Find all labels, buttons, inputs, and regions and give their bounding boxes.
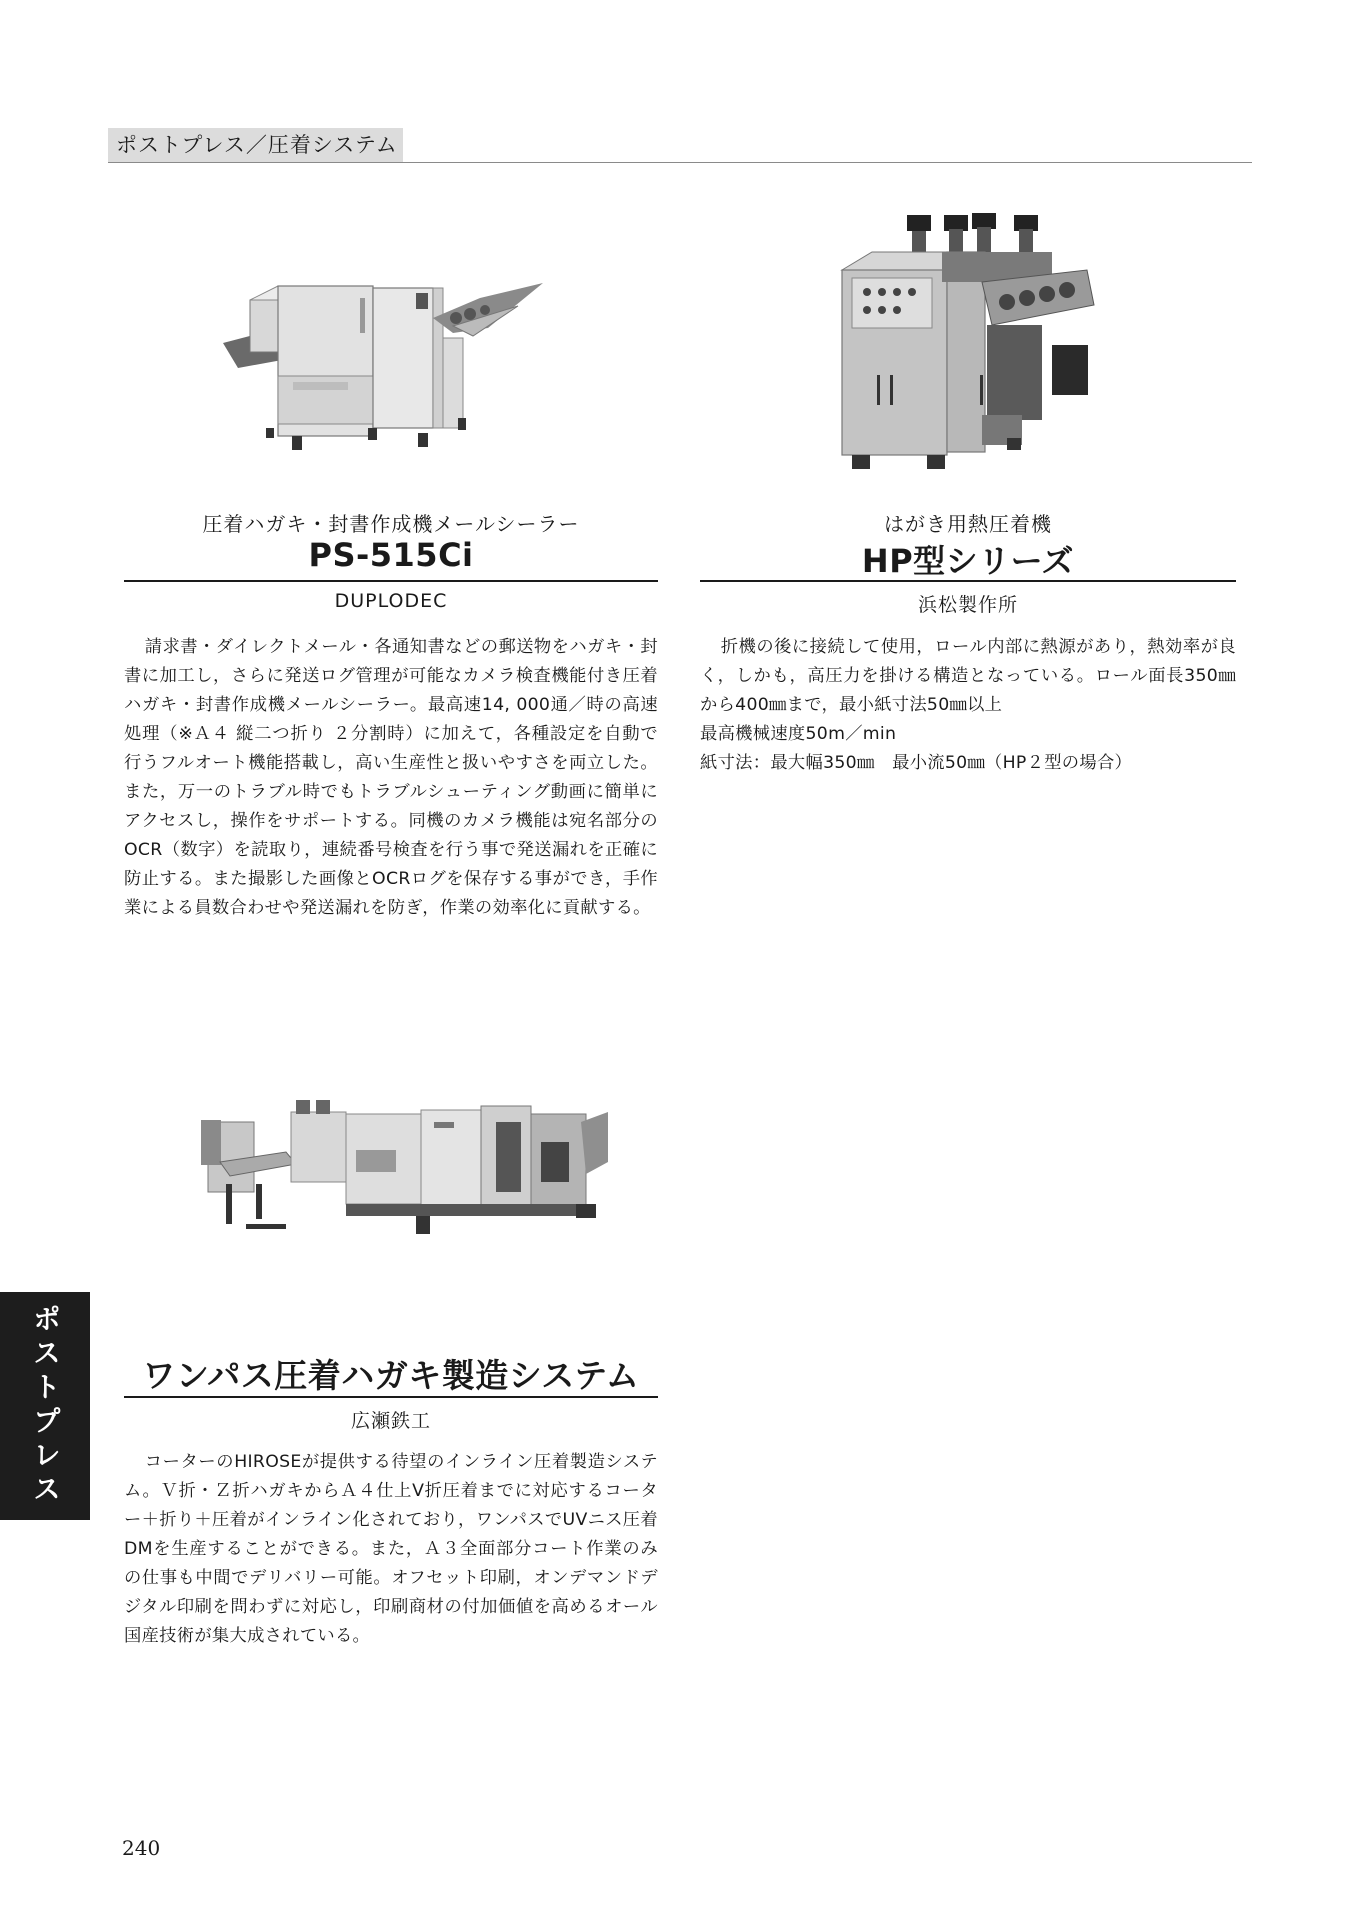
section-header [108,128,1252,163]
spec-line: 紙寸法：最大幅350㎜ 最小流50㎜（HP２型の場合） [700,753,1133,773]
product-description [124,633,658,923]
page-number: 240 [122,1836,161,1860]
product-description [124,1448,658,1651]
product-maker: DUPLODEC [334,590,448,612]
product-name: PS-515Ci [308,536,474,574]
product-name: ワンパス圧着ハガキ製造システム [142,1356,640,1395]
product-name: HP型シリーズ [861,542,1075,580]
side-tab [0,1292,90,1520]
side-tab-label: ポストプレス [29,1304,62,1508]
description-paragraph: 折機の後に接続して使用，ロール内部に熱源があり，熱効率が良く，しかも，高圧力を掛ける構造となっている。ロール面長350㎜から400㎜まで，最小紙寸法50㎜以上 [700,637,1236,715]
product-maker: 広瀬鉄工 [350,1410,431,1432]
title-divider [124,1396,658,1398]
title-divider [700,580,1236,582]
product-subtitle: 圧着ハガキ・封書作成機メールシーラー [202,512,580,536]
heat-press-photo [832,210,1102,478]
description-paragraph: 請求書・ダイレクトメール・各通知書などの郵送物をハガキ・封書に加工し，さらに発送ログ管理が可能なカメラ検査機能付き圧着ハガキ・封書作成機メールシーラー。最高速14, 000通／時の高速処理（※Ａ４ 縦二つ折り ２分割時）に加えて，各種設定を自動で行うフルオート機能搭載し，高い生産性と扱いやすさを両立した。また，万一のトラブル時でもトラブルシューティング動画に簡単にアクセスし，操作をサポートする。同機のカメラ機能は宛名部分のOCR（数字）を読取り，連続番号検査を行う事で発送漏れを正確に防止する。また撮影した画像とOCRログを保存する事ができ，手作業による員数合わせや発送漏れを防ぎ，作業の効率化に貢献する。 [124,637,658,918]
mail-sealer-photo [218,258,588,468]
description-paragraph: コーターのHIROSEが提供する待望のインライン圧着製造システム。Ｖ折・Ｚ折ハガキからＡ４仕上V折圧着までに対応するコーター＋折り＋圧着がインライン化されており，ワンパスでUVニス圧着DMを生産することができる。また，Ａ３全面部分コート作業のみの仕事も中間でデリバリー可能。オフセット印刷，オンデマンドデジタル印刷を問わずに対応し，印刷商材の付加価値を高めるオール国産技術が集大成されている。 [124,1452,658,1646]
spec-line: 最高機械速度50m／min [700,724,897,744]
product-maker: 浜松製作所 [917,594,1018,616]
product-subtitle: はがき用熱圧着機 [884,512,1052,536]
section-title: ポストプレス／圧着システム [108,128,403,162]
product-description [700,633,1236,778]
title-divider [124,580,658,582]
inline-system-photo [196,1092,616,1262]
